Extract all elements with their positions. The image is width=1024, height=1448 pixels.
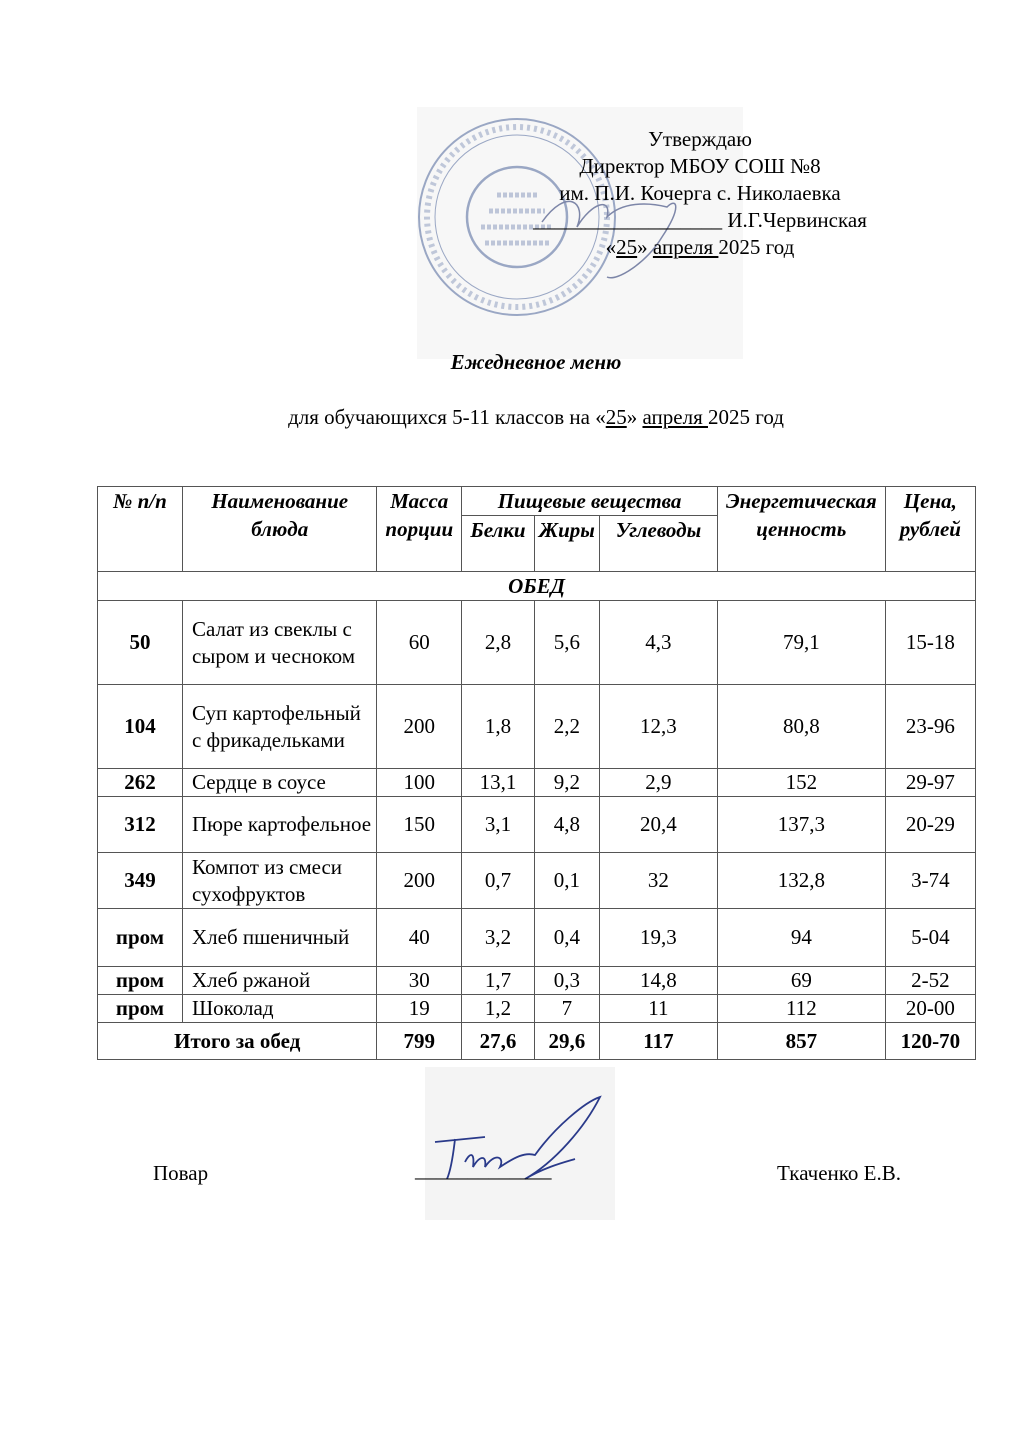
cell-protein: 3,1 <box>462 797 535 853</box>
cell-num: 104 <box>98 685 183 769</box>
cell-fat: 5,6 <box>534 601 599 685</box>
cell-fat: 7 <box>534 995 599 1023</box>
cell-price: 23-96 <box>885 685 975 769</box>
cell-mass: 40 <box>377 909 462 967</box>
cell-num: 349 <box>98 853 183 909</box>
cell-protein: 13,1 <box>462 769 535 797</box>
cell-carbs: 2,9 <box>599 769 717 797</box>
cell-protein: 1,2 <box>462 995 535 1023</box>
cell-price: 5-04 <box>885 909 975 967</box>
header-name: Наименование блюда <box>182 487 376 572</box>
cell-mass: 19 <box>377 995 462 1023</box>
cell-price: 20-00 <box>885 995 975 1023</box>
approval-heading: Утверждаю <box>648 127 752 151</box>
cell-name: Хлеб ржаной <box>182 967 376 995</box>
cell-mass: 100 <box>377 769 462 797</box>
cell-price: 2-52 <box>885 967 975 995</box>
menu-table <box>97 486 976 1060</box>
cook-signature-area <box>425 1067 615 1220</box>
header-price: Цена, рублей <box>885 487 975 572</box>
cell-price: 29-97 <box>885 769 975 797</box>
director-signature-line <box>480 207 920 234</box>
cell-name: Хлеб пшеничный <box>182 909 376 967</box>
header-mass: Массa порции <box>377 487 462 572</box>
cell-num: 50 <box>98 601 183 685</box>
cell-num: 312 <box>98 797 183 853</box>
table-row <box>98 909 976 967</box>
cell-carbs: 12,3 <box>599 685 717 769</box>
cell-mass: 200 <box>377 853 462 909</box>
cell-protein: 1,8 <box>462 685 535 769</box>
cook-signature <box>425 1067 615 1220</box>
total-price: 120-70 <box>885 1023 975 1060</box>
cell-energy: 69 <box>717 967 885 995</box>
cell-mass: 30 <box>377 967 462 995</box>
cell-carbs: 14,8 <box>599 967 717 995</box>
cell-fat: 4,8 <box>534 797 599 853</box>
date-year: 2025 год <box>718 235 795 259</box>
cell-fat: 9,2 <box>534 769 599 797</box>
table-row <box>98 601 976 685</box>
cell-num: пром <box>98 967 183 995</box>
cell-name: Суп картофельный с фрикадельками <box>182 685 376 769</box>
subtitle-day: 25 <box>605 405 627 429</box>
cell-name: Шоколад <box>182 995 376 1023</box>
cell-carbs: 11 <box>599 995 717 1023</box>
cell-mass: 60 <box>377 601 462 685</box>
date-quote: » <box>637 235 653 259</box>
cell-name: Салат из свеклы с сыром и чесноком <box>182 601 376 685</box>
cell-mass: 150 <box>377 797 462 853</box>
cell-energy: 112 <box>717 995 885 1023</box>
total-row <box>98 1023 976 1060</box>
cell-carbs: 4,3 <box>599 601 717 685</box>
school-name: им. П.И. Кочерга с. Николаевка <box>559 181 841 205</box>
cell-protein: 1,7 <box>462 967 535 995</box>
subtitle-month: апреля <box>642 405 708 429</box>
cell-protein: 3,2 <box>462 909 535 967</box>
header-energy: Энергетическая ценность <box>717 487 885 572</box>
table-row <box>98 853 976 909</box>
cell-mass: 200 <box>377 685 462 769</box>
approval-date <box>480 234 920 261</box>
cook-role: Повар <box>153 1161 209 1185</box>
signature-blank: __________________ <box>533 208 723 232</box>
document-subtitle <box>0 405 1024 430</box>
cell-price: 3-74 <box>885 853 975 909</box>
cell-energy: 137,3 <box>717 797 885 853</box>
cell-num: пром <box>98 995 183 1023</box>
cell-name: Сердце в соусе <box>182 769 376 797</box>
cell-carbs: 19,3 <box>599 909 717 967</box>
table-row <box>98 797 976 853</box>
table-row <box>98 995 976 1023</box>
cell-fat: 0,1 <box>534 853 599 909</box>
section-lunch: ОБЕД <box>98 572 976 601</box>
cell-fat: 0,4 <box>534 909 599 967</box>
total-fat: 29,6 <box>534 1023 599 1060</box>
date-quote: « <box>605 235 617 259</box>
header-protein: Белки <box>462 516 535 572</box>
cell-name: Пюре картофельное <box>182 797 376 853</box>
cell-energy: 94 <box>717 909 885 967</box>
cell-carbs: 32 <box>599 853 717 909</box>
document-title: Ежедневное меню <box>450 350 622 374</box>
director-name: И.Г.Червинская <box>727 208 867 232</box>
cell-energy: 79,1 <box>717 601 885 685</box>
cell-fat: 0,3 <box>534 967 599 995</box>
subtitle-text: » <box>626 405 643 429</box>
cell-fat: 2,2 <box>534 685 599 769</box>
cell-carbs: 20,4 <box>599 797 717 853</box>
cell-protein: 2,8 <box>462 601 535 685</box>
header-fat: Жиры <box>534 516 599 572</box>
header-carbs: Углеводы <box>599 516 717 572</box>
table-row <box>98 967 976 995</box>
header-num: № п/п <box>98 487 183 572</box>
subtitle-year: 2025 год <box>707 405 784 429</box>
cell-num: 262 <box>98 769 183 797</box>
cell-name: Компот из смеси сухофруктов <box>182 853 376 909</box>
date-day: 25 <box>616 235 638 259</box>
header-nutrients: Пищевые вещества <box>462 487 718 516</box>
cell-protein: 0,7 <box>462 853 535 909</box>
date-month: апреля <box>652 235 719 259</box>
cell-energy: 80,8 <box>717 685 885 769</box>
cook-name: Ткаченко Е.В. <box>777 1161 902 1185</box>
cell-num: пром <box>98 909 183 967</box>
cell-energy: 132,8 <box>717 853 885 909</box>
total-energy: 857 <box>717 1023 885 1060</box>
total-mass: 799 <box>377 1023 462 1060</box>
director-title: Директор МБОУ СОШ №8 <box>579 154 821 178</box>
approval-block <box>480 126 920 261</box>
total-label: Итого за обед <box>98 1023 377 1060</box>
total-protein: 27,6 <box>462 1023 535 1060</box>
total-carbs: 117 <box>599 1023 717 1060</box>
subtitle-text: для обучающихся 5-11 классов на « <box>288 405 606 429</box>
table-row <box>98 685 976 769</box>
cell-price: 20-29 <box>885 797 975 853</box>
cell-price: 15-18 <box>885 601 975 685</box>
cook-signature-blank: _____________ <box>415 1158 552 1182</box>
table-row <box>98 769 976 797</box>
cell-energy: 152 <box>717 769 885 797</box>
